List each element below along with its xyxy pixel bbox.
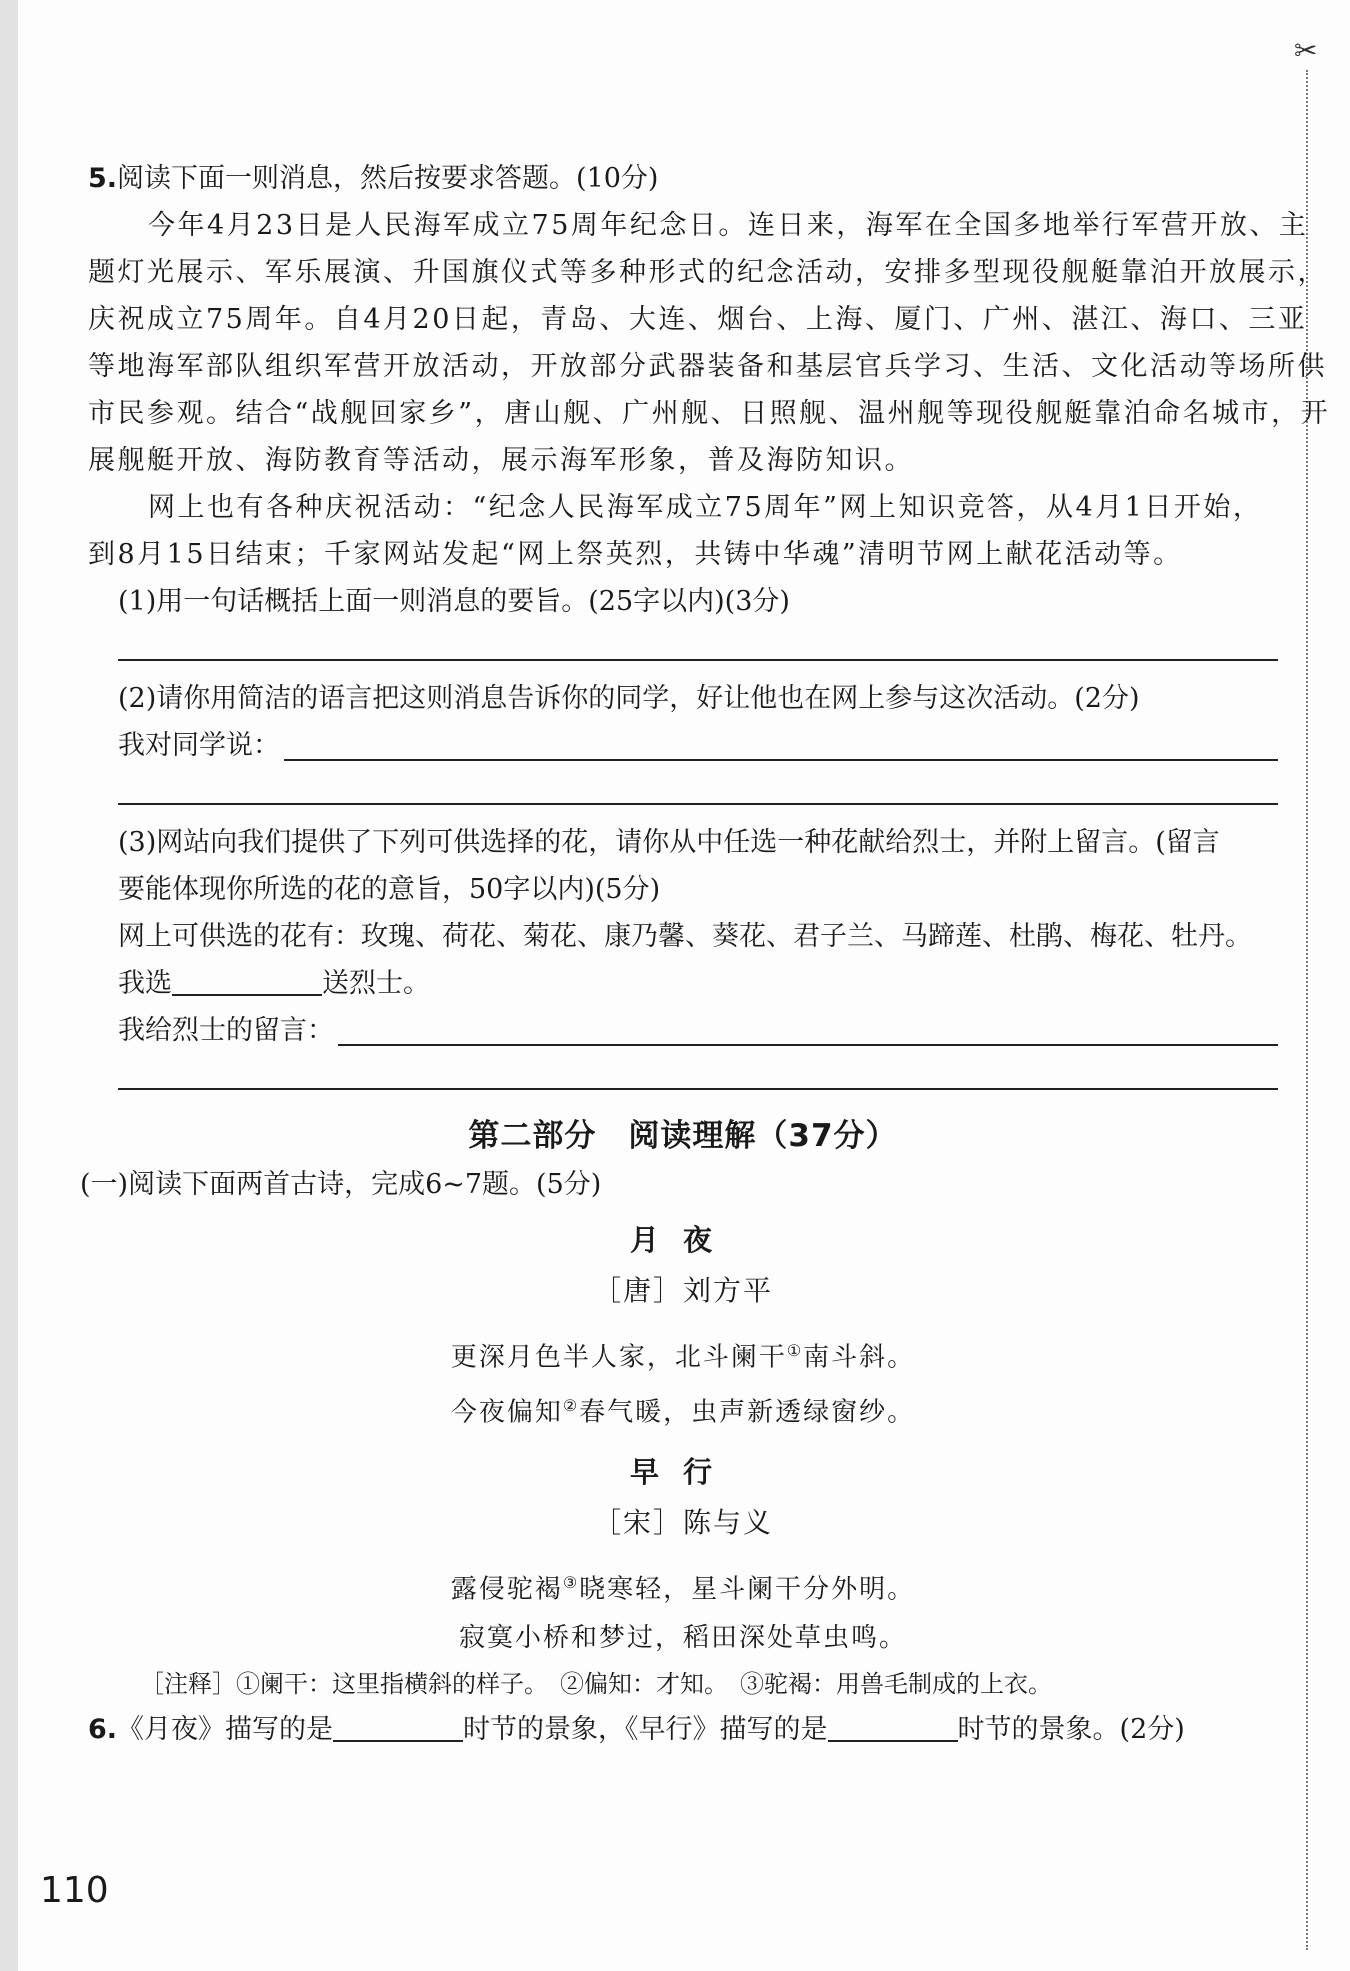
question-number: 6.	[88, 1713, 118, 1745]
passage-line: 到8月15日结束；千家网站发起“网上祭英烈，共铸中华魂”清明节网上献花活动等。	[88, 539, 1183, 570]
answer-line[interactable]	[118, 1060, 1278, 1090]
message-row	[88, 1007, 1278, 1054]
poem-text: 春气暖，虫声新透绿窗纱。	[579, 1397, 916, 1428]
passage-line: 市民参观。结合“战舰回家乡”，唐山舰、广州舰、日照舰、温州舰等现役舰艇靠泊命名城市，开	[88, 398, 1331, 429]
question-text: 《月夜》描写的是	[117, 1713, 334, 1745]
scissors-icon: ✂	[1294, 34, 1318, 67]
question-text: 时节的景象。(2分)	[957, 1713, 1185, 1745]
sub-question-3-cont: 要能体现你所选的花的意旨，50字以内)(5分)	[118, 874, 661, 905]
poem-line	[88, 1382, 1278, 1437]
passage-line: 题灯光展示、军乐展演、升国旗仪式等多种形式的纪念活动，安排多型现役舰艇靠泊开放展示，	[88, 257, 1327, 288]
flower-blank[interactable]	[172, 964, 322, 996]
passage-line: 等地海军部队组织军营开放活动，开放部分武器装备和基层官兵学习、生活、文化活动等场所供	[88, 351, 1327, 382]
sub-question-1: (1)用一句话概括上面一则消息的要旨。(25字以内)(3分)	[118, 586, 790, 617]
choice-prefix: 我选	[118, 968, 172, 999]
page-content	[80, 155, 1331, 1753]
answer-line[interactable]	[118, 775, 1278, 805]
poem-notes: ［注释］①阑干：这里指横斜的样子。 ②偏知：才知。 ③驼褐：用兽毛制成的上衣。	[140, 1669, 1052, 1698]
poem-title: 早行	[629, 1455, 736, 1490]
answer-prompt: 我对同学说：	[118, 730, 280, 761]
message-prompt: 我给烈士的留言：	[118, 1015, 334, 1046]
flower-options: 网上可供选的花有：玫瑰、荷花、菊花、康乃馨、葵花、君子兰、马蹄莲、杜鹃、梅花、牡丹。	[118, 921, 1252, 952]
group-instruction: (一)阅读下面两首古诗，完成6~7题。(5分)	[80, 1169, 602, 1200]
answer-row	[88, 722, 1278, 769]
poem-line: 寂寞小桥和梦过，稻田深处草虫鸣。	[458, 1622, 907, 1653]
question-5-title	[88, 155, 1278, 202]
passage-line: 展舰艇开放、海防教育等活动，展示海军形象，普及海防知识。	[88, 445, 914, 476]
footnote-mark: ③	[562, 1573, 580, 1593]
sub-question-2: (2)请你用简洁的语言把这则消息告诉你的同学，好让他也在网上参与这次活动。(2分)	[118, 683, 1140, 714]
answer-line[interactable]	[284, 727, 1278, 761]
poem-author: ［唐］刘方平	[592, 1274, 773, 1307]
sub-question-3: (3)网站向我们提供了下列可供选择的花，请你从中任选一种花献给烈士，并附上留言。(留言	[118, 827, 1220, 858]
poem-line	[88, 1327, 1278, 1382]
passage-line: 今年4月23日是人民海军成立75周年纪念日。连日来，海军在全国多地举行军营开放、主	[148, 210, 1309, 241]
poem-title: 月夜	[629, 1223, 736, 1257]
season-blank-1[interactable]	[333, 1710, 463, 1742]
question-text: 时节的景象，《早行》描写的是	[463, 1713, 828, 1745]
page-number: 110	[40, 1870, 109, 1911]
passage-line: 庆祝成立75周年。自4月20日起，青岛、大连、烟台、上海、厦门、广州、湛江、海口、三亚	[88, 304, 1308, 335]
poem-text: 露侵驼褐	[450, 1574, 563, 1605]
poem-text: 晓寒轻，星斗阑干分外明。	[579, 1574, 916, 1605]
answer-line[interactable]	[338, 1012, 1278, 1046]
page-binding-edge	[0, 0, 18, 1971]
choice-suffix: 送烈士。	[322, 968, 430, 999]
season-blank-2[interactable]	[828, 1710, 958, 1742]
footnote-mark: ②	[562, 1395, 580, 1415]
answer-line[interactable]	[118, 631, 1278, 661]
poem-text: 更深月色半人家，北斗阑干	[450, 1342, 787, 1373]
poem-line	[88, 1559, 1278, 1614]
footnote-mark: ①	[786, 1341, 804, 1360]
poem-author: ［宋］陈与义	[592, 1506, 773, 1540]
passage-line: 网上也有各种庆祝活动：“纪念人民海军成立75周年”网上知识竞答，从4月1日开始，	[148, 492, 1263, 523]
poem-text: 今夜偏知	[450, 1397, 563, 1428]
section-title: 第二部分 阅读理解（37分）	[468, 1118, 898, 1154]
question-text: 阅读下面一则消息，然后按要求答题。(10分)	[117, 163, 659, 194]
question-6	[88, 1706, 1278, 1753]
flower-choice-row	[88, 960, 1278, 1007]
poem-text: 南斗斜。	[803, 1342, 916, 1373]
question-number: 5.	[88, 163, 118, 194]
